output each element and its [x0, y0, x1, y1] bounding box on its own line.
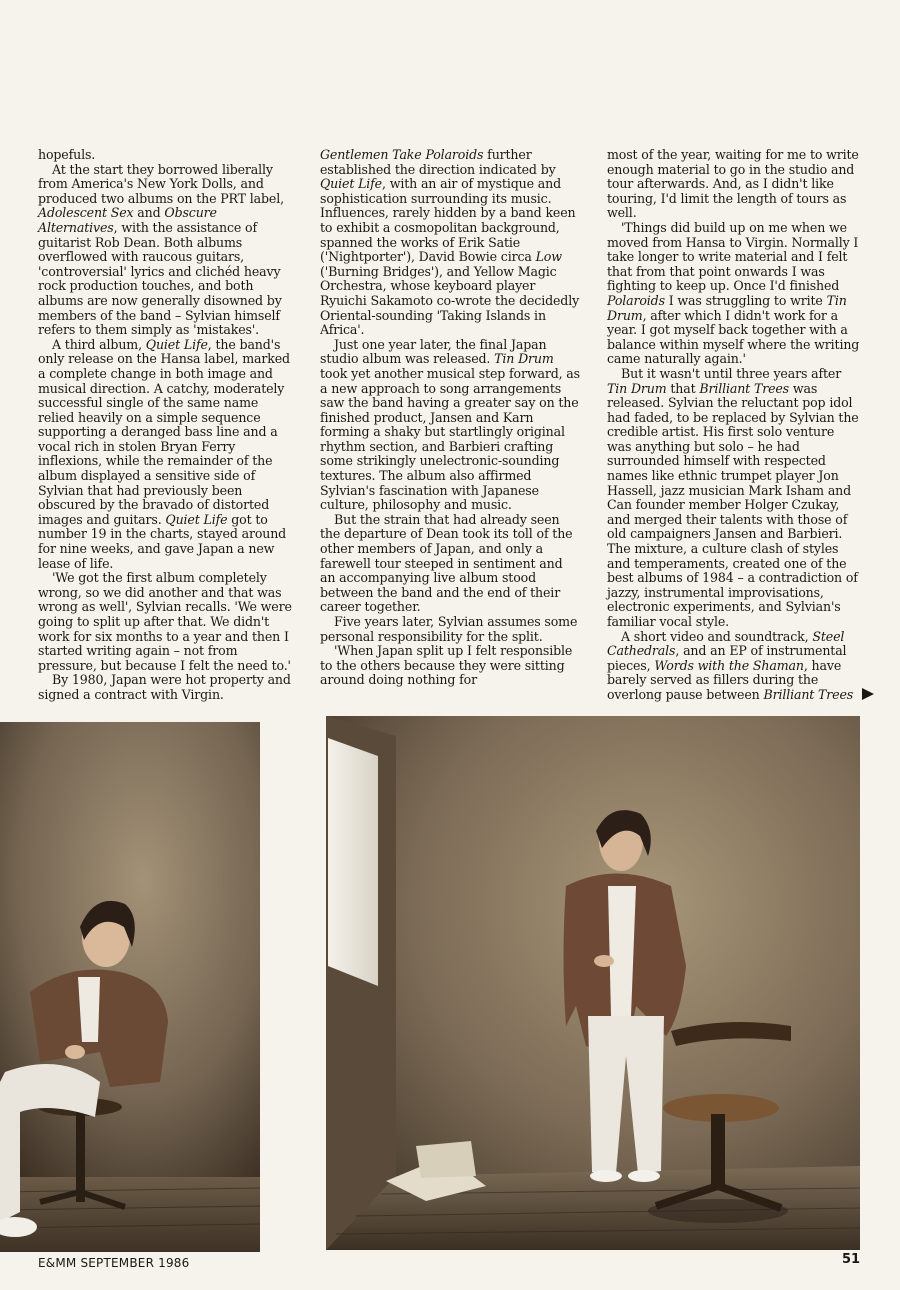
paragraph: 'We got the first album completely wrong, so we did another and that was wrong as well', Sylvian recalls. 'We were going to split up after that. We didn't work for six months to a year and then I started writing again – not from pressure, but because I felt the need to.'	[38, 570, 292, 673]
issue-footer: E&MM SEPTEMBER 1986	[38, 1256, 190, 1270]
paragraph: 'When Japan split up I felt responsible to the others because they were sitting around doing nothing for	[320, 643, 573, 688]
paragraph: Five years later, Sylvian assumes some personal responsibility for the split.	[320, 614, 578, 644]
photo-seated-portrait	[0, 722, 260, 1252]
photo-standing-illustration	[326, 716, 860, 1250]
paragraph: most of the year, waiting for me to write enough material to go in the studio and tour afterwards. And, as I didn't like touring, I'd limit the length of tours as well.	[607, 147, 859, 221]
paragraph: Just one year later, the final Japan studio album was released. Tin Drum took yet another musical step forward, as a new approach to song arrangements saw the band having a greater say on the finished product, Jansen and Karn forming a shaky but startlingly original rhythm section, and Barbieri crafting some strikingly unelectronic-sounding textures. The album also affirmed Sylvian's fascination with Japanese culture, philosophy and music.	[320, 336, 580, 513]
article-column-3	[607, 148, 861, 703]
paragraph: By 1980, Japan were hot property and signed a contract with Virgin.	[38, 672, 291, 702]
article-column-1	[38, 148, 298, 703]
continue-arrow-icon	[862, 688, 874, 700]
photo-standing-portrait	[326, 716, 860, 1250]
photo-seated-illustration	[0, 722, 260, 1252]
page-number: 51	[842, 1252, 861, 1267]
paragraph: But it wasn't until three years after Tin Drum that Brilliant Trees was released. Sylvian the reluctant pop idol had faded, to be replaced by Sylvian the credible artist. His first solo venture was anything but solo – he had surrounded himself with respected names like ethnic trumpet player Jon Hassell, jazz musician Mark Isham and Can founder member Holger Czukay, and merged their talents with those of old campaigners Jansen and Barbieri. The mixture, a culture clash of styles and temperaments, created one of the best albums of 1984 – a contradiction of jazzy, instrumental improvisations, electronic experiments, and Sylvian's familiar vocal style.	[607, 365, 859, 629]
paragraph: hopefuls.	[38, 147, 96, 162]
article-column-2	[320, 148, 580, 688]
paragraph: But the strain that had already seen the departure of Dean took its toll of the other members of Japan, and only a farewell tour steeped in sentiment and an accompanying live album stood between the band and the end of their career together.	[320, 511, 573, 615]
paragraph: At the start they borrowed liberally from America's New York Dolls, and produced two albums on the PRT label, Adolescent Sex and Obscure Alternatives, with the assistance of guitarist Rob Dean. Both albums overflowed with raucous guitars, 'controversial' lyrics and clichéd heavy rock production touches, and both albums are now generally disowned by members of the band – Sylvian himself refers to them simply as 'mistakes'.	[38, 161, 284, 338]
paragraph: A third album, Quiet Life, the band's only release on the Hansa label, marked a complete change in both image and musical direction. A catchy, moderately successful single of the same name relied heavily on a simple sequence supporting a deranged bass line and a vocal rich in stolen Bryan Ferry inflexions, while the remainder of the album displayed a sensitive side of Sylvian that had previously been obscured by the bravado of distorted images and guitars. Quiet Life got to number 19 in the charts, stayed around for nine weeks, and gave Japan a new lease of life.	[38, 336, 290, 571]
paragraph: 'Things did build up on me when we moved from Hansa to Virgin. Normally I take longer to write material and I felt that from that point onwards I was fighting to keep up. Once I'd finished Polaroids I was struggling to write Tin Drum, after which I didn't work for a year. I got myself back together with a balance within myself where the writing came naturally again.'	[607, 219, 860, 367]
paragraph: Gentlemen Take Polaroids further established the direction indicated by Quiet Life, with an air of mystique and sophistication surrounding its music. Influences, rarely hidden by a band keen to exhibit a cosmopolitan background, spanned the works of Erik Satie ('Nightporter'), David Bowie circa Low ('Burning Bridges'), and Yellow Magic Orchestra, whose keyboard player Ryuichi Sakamoto co-wrote the decidedly Oriental-sounding 'Taking Islands in Africa'.	[320, 147, 580, 338]
paragraph: A short video and soundtrack, Steel Cathedrals, and an EP of instrumental pieces, Words with the Shaman, have barely served as fillers during the overlong pause between Brilliant Trees	[607, 628, 854, 702]
